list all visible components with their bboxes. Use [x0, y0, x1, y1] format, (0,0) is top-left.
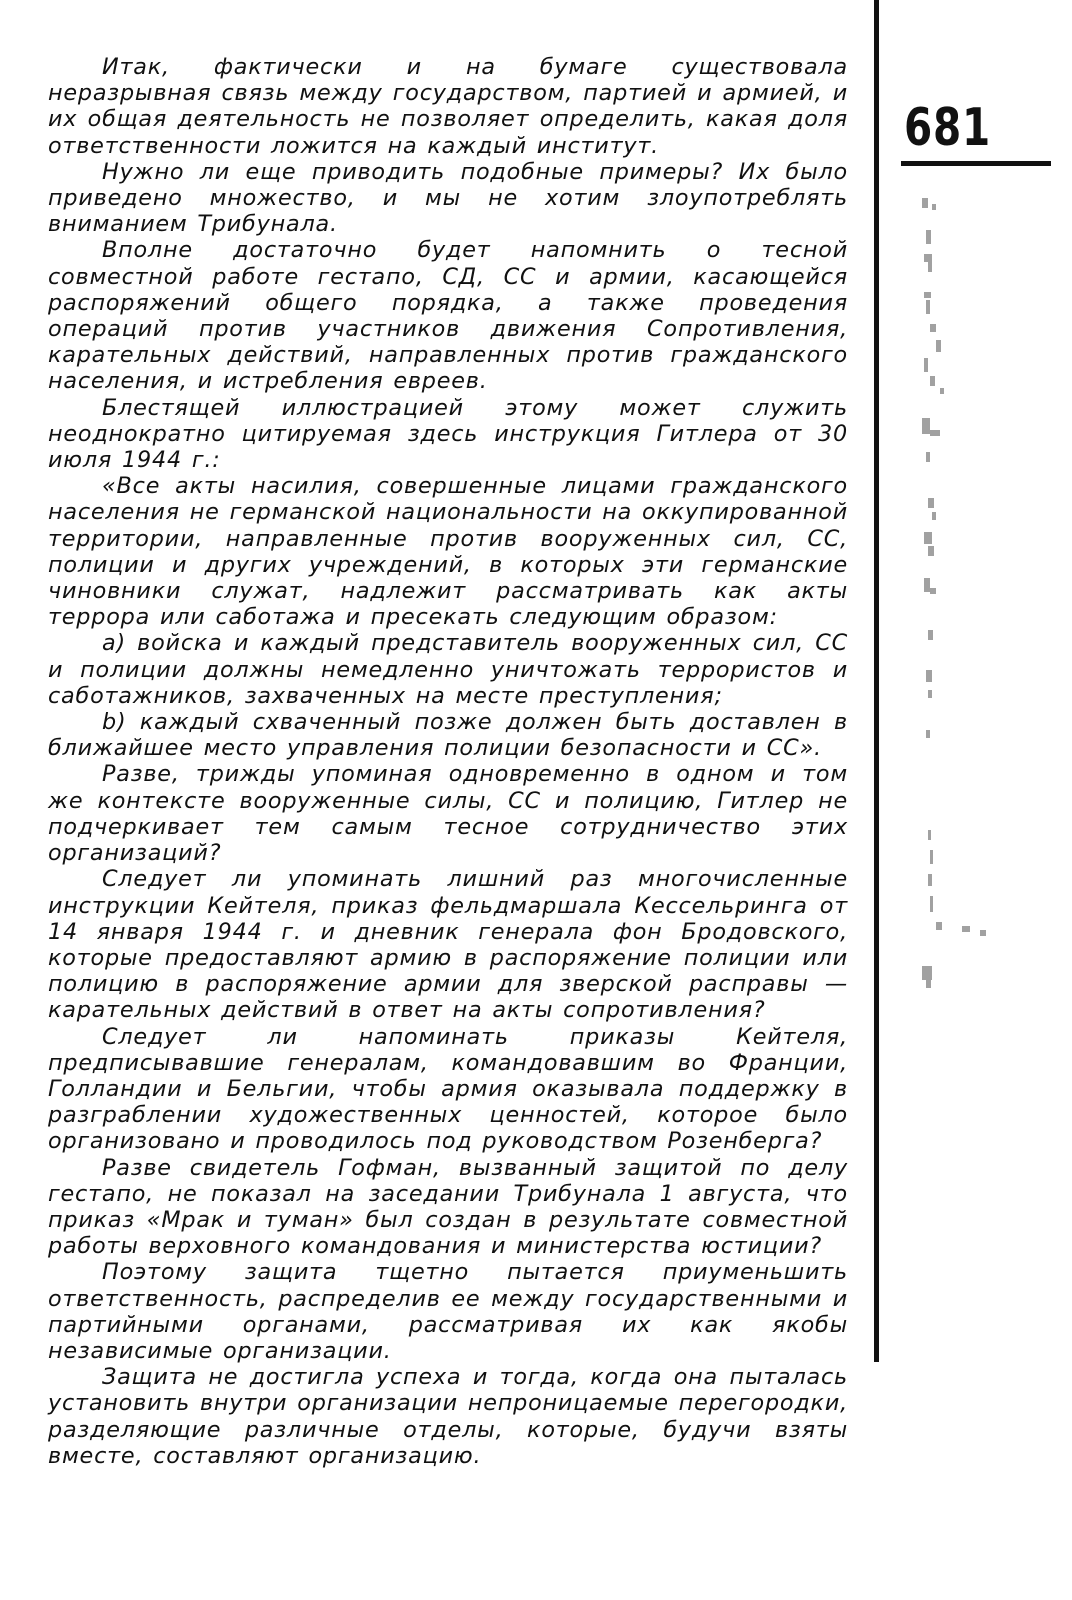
page-number: 681 — [904, 98, 992, 158]
main-text-column — [48, 54, 848, 1469]
paragraph: Итак, фактически и на бумаге существовала неразрывная связь между государством, партией и армией, и их общая деятельность не позволяет определить, какая доля ответственности ложится на каждый институт. — [48, 54, 848, 159]
paragraph: Разве свидетель Гофман, вызванный защитой по делу гестапо, не показал на заседании Трибунала 1 августа, что приказ «Мрак и туман» был создан в результате совместной работы верховного командования и министерства юстиции? — [48, 1154, 848, 1260]
margin-scan-marks — [900, 190, 1010, 1010]
quote-item-b: b) каждый схваченный позже должен быть доставлен в ближайшее место управления полиции безопасности и СС». — [48, 709, 848, 762]
paragraph: Вполне достаточно будет напомнить о тесной совместной работе гестапо, СД, СС и армии, касающейся распоряжений общего порядка, а также проведения операций против участников движения Сопротивления, карательных действий, направленных против гражданского населения, и истребления евреев. — [48, 237, 848, 395]
paragraph: Следует ли упоминать лишний раз многочисленные инструкции Кейтеля, приказ фельдмаршала Кессельринга от 14 января 1944 г. и дневник генерала фон Бродовского, которые предоставляют армию в распоряжение полиции или полицию в распоряжение армии для зверской расправы — карательных действий в ответ на акты сопротивления? — [48, 866, 848, 1024]
paragraph: Разве, трижды упоминая одновременно в одном и том же контексте вооруженные силы, СС и полицию, Гитлер не подчеркивает тем самым тесное сотрудничество этих организаций? — [48, 761, 848, 867]
paragraph: Защита не достигла успеха и тогда, когда она пыталась установить внутри организации непроницаемые перегородки, разделяющие различные отделы, которые, будучи взяты вместе, составляют организацию. — [48, 1364, 848, 1469]
paragraph: Нужно ли еще приводить подобные примеры? Их было приведено множество, и мы не хотим злоупотреблять вниманием Трибунала. — [48, 158, 848, 238]
page-number-underline — [901, 161, 1051, 166]
paragraph: Следует ли напоминать приказы Кейтеля, предписывавшие генералам, командовавшим во Франции, Голландии и Бельгии, чтобы армия оказывала поддержку в разграблении художественных ценностей, которое было организовано и проводилось под руководством Розенберга? — [48, 1023, 848, 1155]
vertical-margin-rule — [874, 0, 879, 1362]
paragraph: Поэтому защита тщетно пытается приуменьшить ответственность, распределив ее между государственными и партийными органами, рассматривая их как якобы независимые организации. — [48, 1259, 848, 1364]
quote-item-a: а) войска и каждый представитель вооруженных сил, СС и полиции должны немедленно уничтожать террористов и саботажников, захваченных на месте преступления; — [48, 630, 848, 709]
paragraph: Блестящей иллюстрацией этому может служить неоднократно цитируемая здесь инструкция Гитлера от 30 июля 1944 г.: — [48, 394, 848, 474]
quote-paragraph: «Все акты насилия, совершенные лицами гражданского населения не германской национальности на оккупированной территории, направленные против вооруженных сил, СС, полиции и других учреждений, в которых эти германские чиновники служат, надлежит рассматривать как акты террора или саботажа и пресекать следующим образом: — [48, 473, 848, 631]
